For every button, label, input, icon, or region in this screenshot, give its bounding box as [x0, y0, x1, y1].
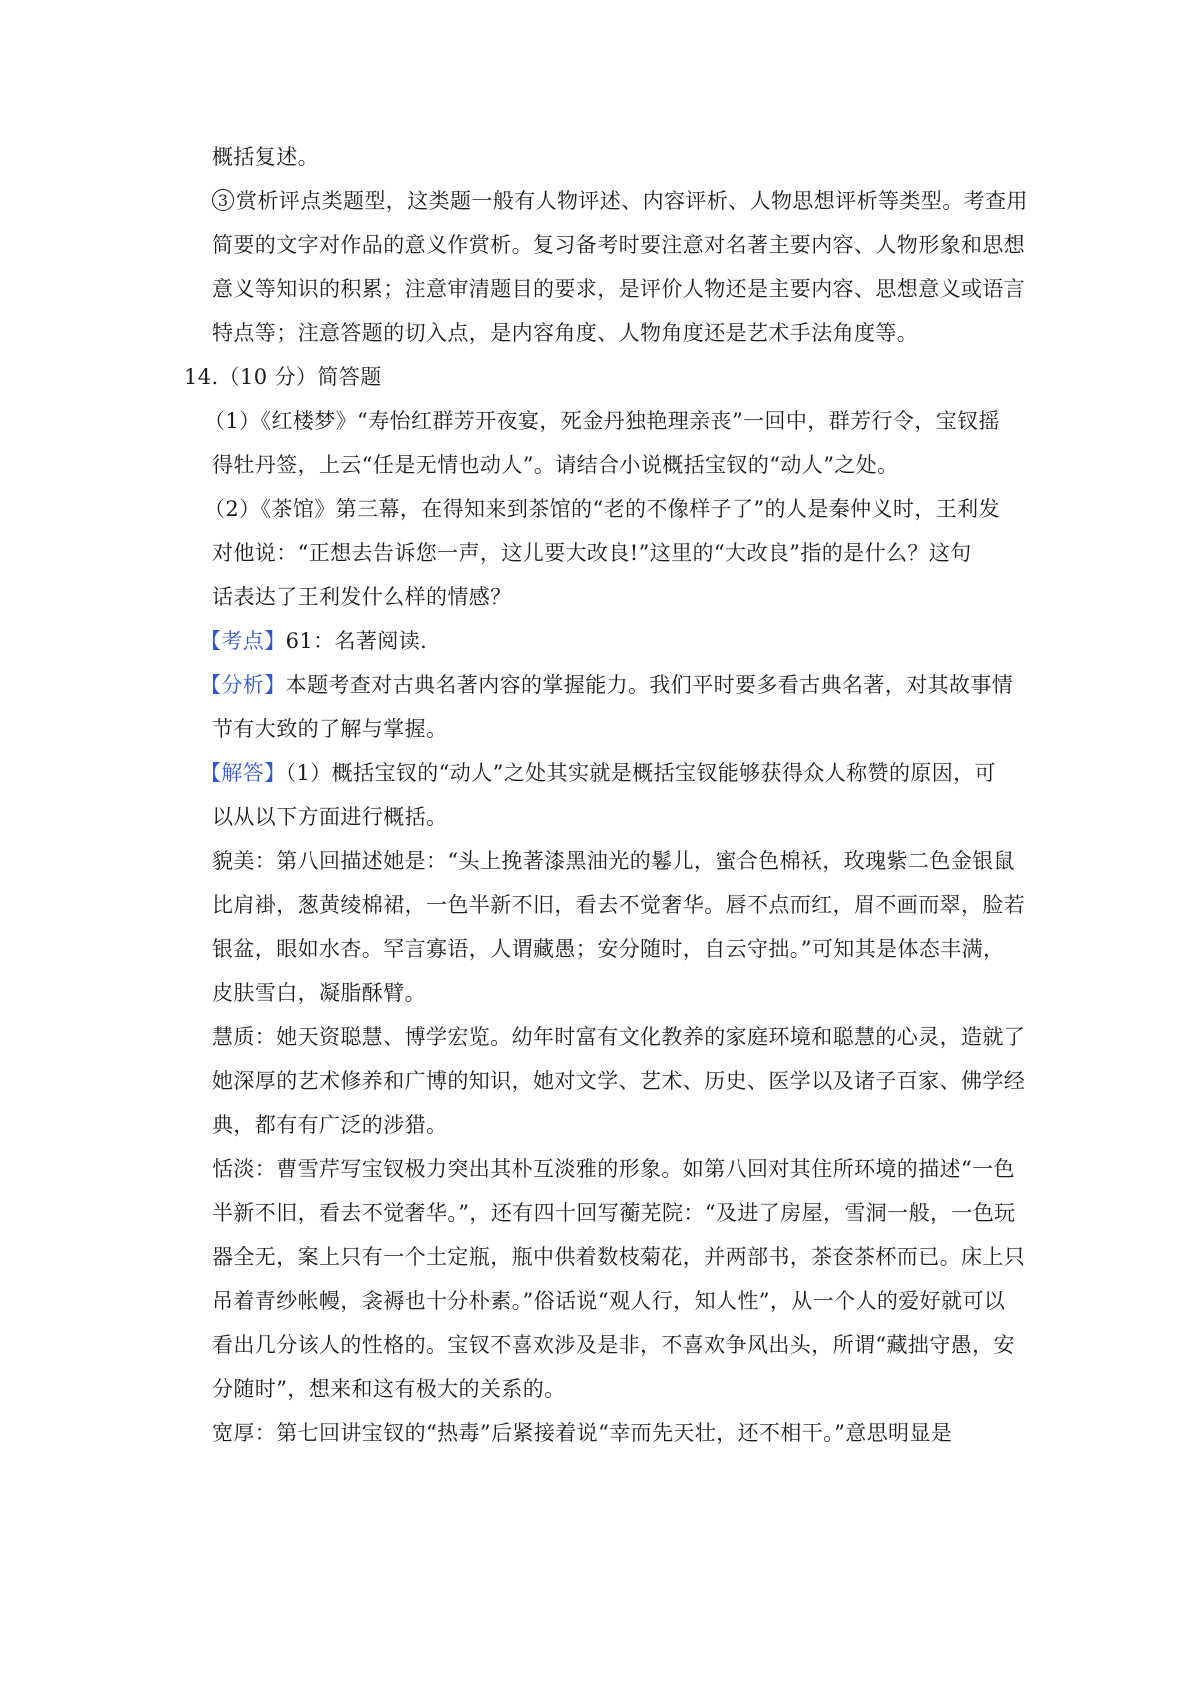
circled-number: 3 — [212, 189, 234, 211]
text-span: 赏析评点类题型，这类题一般有人物评述、内容评析、人物思想评析等类型。考查用 — [236, 189, 1028, 213]
text-line: 节有大致的了解与掌握。 — [212, 717, 448, 741]
text-line: 意义等知识的积累；注意审清题目的要求，是评价人物还是主要内容、思想意义或语言 — [212, 277, 1026, 301]
text-line: 慧质：她天资聪慧、博学宏览。幼年时富有文化教养的家庭环境和聪慧的心灵，造就了 — [212, 1025, 1026, 1049]
text-line: 典，都有有广泛的涉猎。 — [212, 1113, 448, 1137]
fenxi-tag: 【分析】 — [200, 673, 286, 697]
jieda-tag: 【解答】 — [200, 761, 286, 785]
text-line: 简要的文字对作品的意义作赏析。复习备考时要注意对名著主要内容、人物形象和思想 — [212, 233, 1026, 257]
text-line: 器全无，案上只有一个土定瓶，瓶中供着数枝菊花，并两部书，茶奁茶杯而已。床上只 — [212, 1245, 1026, 1269]
text-line: （2）《茶馆》第三幕，在得知来到茶馆的“老的不像样子了”的人是秦仲义时，王利发 — [204, 497, 1000, 521]
text-line — [212, 186, 1028, 216]
text-line: 皮肤雪白，凝脂酥臂。 — [212, 981, 426, 1005]
fenxi-text: 本题考查对古典名著内容的掌握能力。我们平时要多看古典名著，对其故事情 — [285, 673, 1014, 697]
jieda-line — [200, 758, 996, 788]
text-line: 话表达了王利发什么样的情感？ — [212, 585, 512, 609]
question-heading: 14.（10 分）简答题 — [184, 365, 382, 389]
kaodian-tag: 【考点】 — [200, 629, 286, 653]
text-line: 对他说：“正想去告诉您一声，这儿要大改良!”这里的“大改良”指的是什么？这句 — [212, 541, 972, 565]
text-line: 半新不旧，看去不觉奢华。”，还有四十回写蘅芜院：“及进了房屋，雪洞一般，一色玩 — [212, 1201, 1016, 1225]
kaodian-line — [200, 626, 427, 656]
kaodian-text: 61：名著阅读. — [285, 629, 428, 653]
text-line: 她深厚的艺术修养和广博的知识，她对文学、艺术、历史、医学以及诸子百家、佛学经 — [212, 1069, 1026, 1093]
text-line: 概括复述。 — [212, 145, 319, 169]
text-line: 吊着青纱帐幔，衾褥也十分朴素。”俗话说“观人行，知人性”，从一个人的爱好就可以 — [212, 1289, 1006, 1313]
text-line: 看出几分该人的性格的。宝钗不喜欢涉及是非，不喜欢争风出头，所谓“藏拙守愚，安 — [212, 1333, 1015, 1357]
text-line: 宽厚：第七回讲宝钗的“热毒”后紧接着说“幸而先天壮，还不相干。”意思明显是 — [212, 1421, 953, 1445]
text-line: 比肩褂，葱黄绫棉裙，一色半新不旧，看去不觉奢华。唇不点而红，眉不画而翠，脸若 — [212, 893, 1026, 917]
text-line: 貌美：第八回描述她是：“头上挽著漆黑油光的鬈儿，蜜合色棉袄，玫瑰紫二色金银鼠 — [212, 849, 1015, 873]
fenxi-line — [200, 670, 1013, 700]
text-line: 恬淡：曹雪芹写宝钗极力突出其朴互淡雅的形象。如第八回对其住所环境的描述“一色 — [212, 1157, 1015, 1181]
text-line: 得牡丹签，上云“任是无情也动人”。请结合小说概括宝钗的“动人”之处。 — [212, 453, 899, 477]
text-line: 银盆，眼如水杏。罕言寡语，人谓藏愚；安分随时，自云守拙。”可知其是体态丰满， — [212, 937, 1005, 961]
text-line: （1）《红楼梦》“寿怡红群芳开夜宴，死金丹独艳理亲丧”一回中，群芳行令，宝钗摇 — [204, 409, 1000, 433]
text-line: 分随时”，想来和这有极大的关系的。 — [212, 1377, 566, 1401]
text-line: 特点等；注意答题的切入点，是内容角度、人物角度还是艺术手法角度等。 — [212, 321, 919, 345]
jieda-text: （1）概括宝钗的“动人”之处其实就是概括宝钗能够获得众人称赞的原因，可 — [285, 761, 996, 785]
text-line: 以从以下方面进行概括。 — [212, 805, 448, 829]
